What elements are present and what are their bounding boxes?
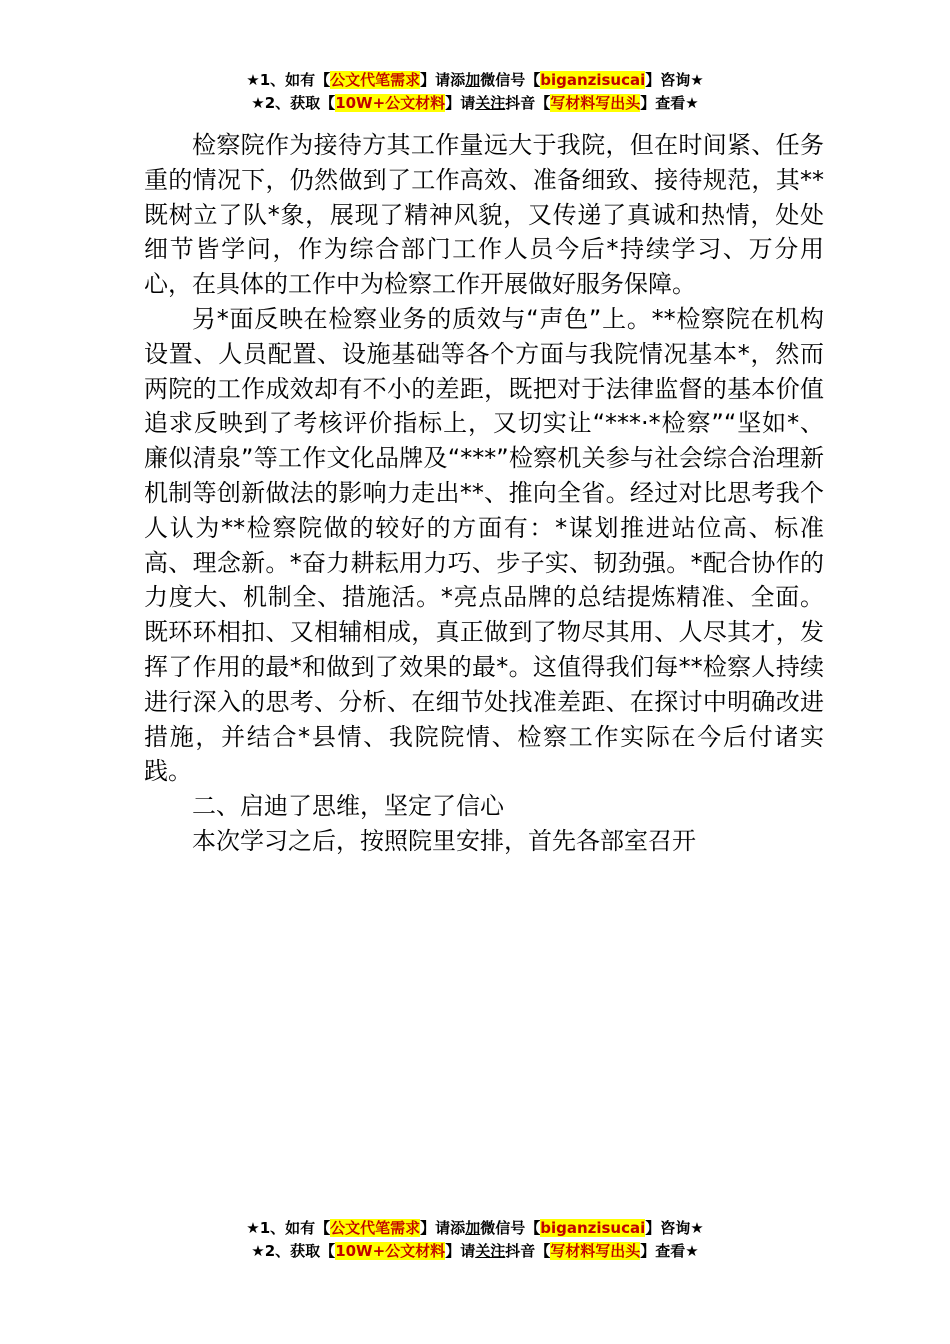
banner-line-1 bbox=[0, 69, 950, 92]
banner-text: 】请添 bbox=[420, 71, 466, 89]
banner-line-2 bbox=[0, 1240, 950, 1263]
banner-text: 微信号【 bbox=[480, 1219, 541, 1237]
banner-highlight: 10W+公文材料 bbox=[335, 94, 446, 112]
banner-text: 抖音【 bbox=[505, 1242, 551, 1260]
banner-underlined: 关注 bbox=[475, 1242, 506, 1260]
banner-text: ★1、如有【 bbox=[246, 1219, 331, 1237]
banner-underlined: 关注 bbox=[475, 94, 506, 112]
section-heading: 二、启迪了思维，坚定了信心 bbox=[192, 792, 504, 821]
banner-text: 微信号【 bbox=[480, 71, 541, 89]
banner-text: 】咨询★ bbox=[645, 71, 704, 89]
banner-text: 抖音【 bbox=[505, 94, 551, 112]
banner-highlight: biganzisucai bbox=[540, 1219, 646, 1237]
banner-highlight: 写材料写出头 bbox=[550, 94, 641, 112]
banner-text: ★1、如有【 bbox=[246, 71, 331, 89]
document-body bbox=[144, 128, 824, 859]
header-banner bbox=[0, 69, 950, 115]
banner-line-2 bbox=[0, 92, 950, 115]
banner-text: ★2、获取【 bbox=[251, 1242, 336, 1260]
banner-highlight: 10W+公文材料 bbox=[335, 1242, 446, 1260]
banner-highlight: 公文代笔需求 bbox=[330, 71, 421, 89]
banner-line-1 bbox=[0, 1217, 950, 1240]
footer-banner bbox=[0, 1217, 950, 1263]
paragraph: 另*面反映在检察业务的质效与“声色”上。**检察院在机构设置、人员配置、设施基础等各个方面与我院情况基本*，然而两院的工作成效却有不小的差距，既把对于法律监督的基本价值追求反映到了考核评价指标上，又切实让“***·*检察”“坚如*、廉似清泉”等工作文化品牌及“***”检察机关参与社会综合治理新机制等创新做法的影响力走出**、推向全省。经过对比思考我个人认为**检察院做的较好的方面有：*谋划推进站位高、标准高、理念新。*奋力耕耘用力巧、步子实、韧劲强。*配合协作的力度大、机制全、措施活。*亮点品牌的总结提炼精准、全面。既环环相扣、又相辅相成，真正做到了物尽其用、人尽其才，发挥了作用的最*和做到了效果的最*。这值得我们每**检察人持续进行深入的思考、分析、在细节处找准差距、在探讨中明确改进措施，并结合*县情、我院院情、检察工作实际在今后付诸实践。 bbox=[144, 304, 824, 786]
banner-underlined: 加 bbox=[465, 71, 481, 89]
banner-text: 】请 bbox=[445, 1242, 476, 1260]
banner-underlined: 加 bbox=[465, 1219, 481, 1237]
banner-highlight: biganzisucai bbox=[540, 71, 646, 89]
banner-highlight: 写材料写出头 bbox=[550, 1242, 641, 1260]
banner-highlight: 公文代笔需求 bbox=[330, 1219, 421, 1237]
banner-text: ★2、获取【 bbox=[251, 94, 336, 112]
banner-text: 】查看★ bbox=[640, 94, 699, 112]
paragraph: 本次学习之后，按照院里安排，首先各部室召开 bbox=[192, 826, 696, 855]
paragraph: 检察院作为接待方其工作量远大于我院，但在时间紧、任务重的情况下，仍然做到了工作高效、准备细致、接待规范，其**既树立了队*象，展现了精神风貌，又传递了真诚和热情，处处细节皆学问，作为综合部门工作人员今后*持续学习、万分用心，在具体的工作中为检察工作开展做好服务保障。 bbox=[144, 131, 824, 299]
banner-text: 】请添 bbox=[420, 1219, 466, 1237]
banner-text: 】咨询★ bbox=[645, 1219, 704, 1237]
banner-text: 】请 bbox=[445, 94, 476, 112]
banner-text: 】查看★ bbox=[640, 1242, 699, 1260]
